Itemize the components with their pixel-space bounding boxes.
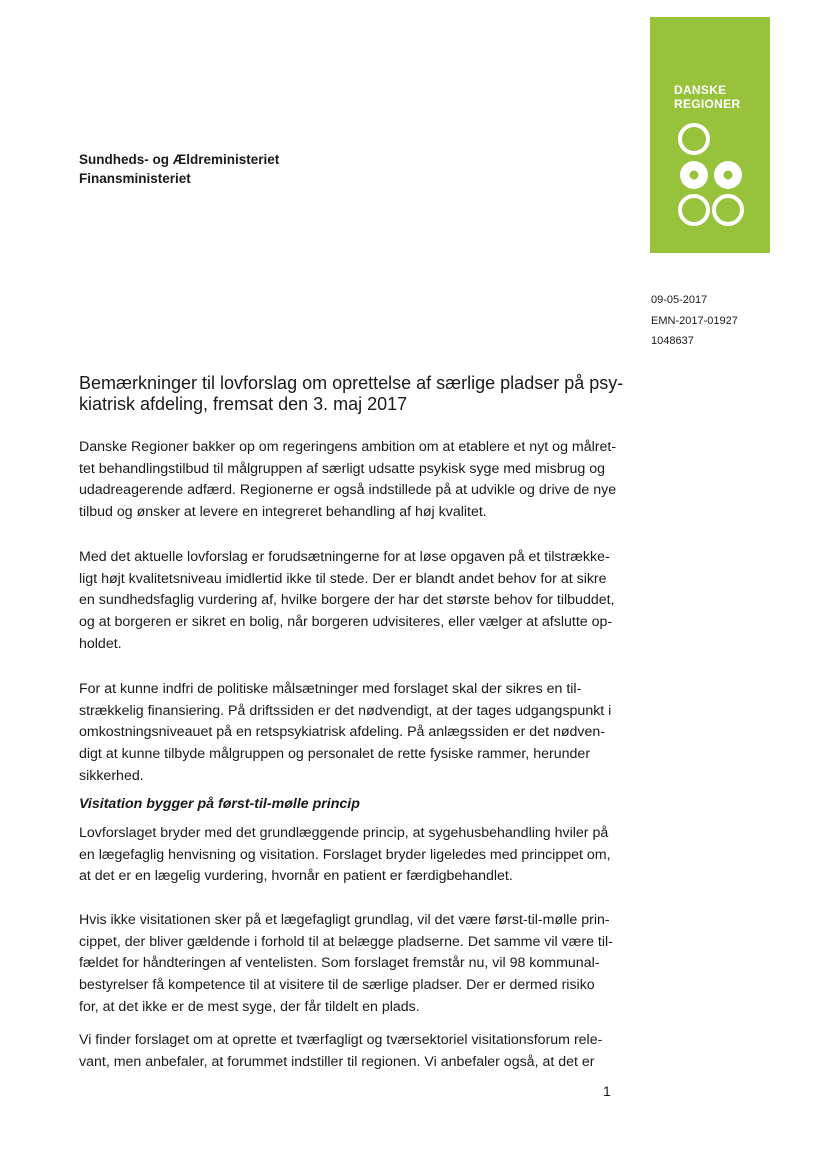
text-line: Hvis ikke visitationen sker på et lægefagligt grundlag, vil det være først-til-mølle prin- (79, 912, 610, 928)
document-title (79, 373, 624, 415)
text-line: holdet. (79, 635, 122, 652)
text-line: sikkerhed. (79, 767, 144, 784)
document-number: 1048637 (651, 335, 694, 347)
text-line: tet behandlingstilbud til målgruppen af særligt udsatte psykisk syge med misbrug og (79, 460, 606, 477)
logo-circles-icon (650, 17, 770, 253)
paragraph-6 (79, 1030, 619, 1073)
text-line: Med det aktuelle lovforslag er forudsætningerne for at løse opgaven på et tilstrække- (79, 549, 610, 565)
text-line: vant, men anbefaler, at forummet indstiller til regionen. Vi anbefaler også, at det er (79, 1053, 595, 1070)
text-line: bestyrelser få kompetence til at visitere til de særlige pladser. Der er dermed risiko (79, 977, 595, 994)
text-line: for, at det ikke er de mest syge, der får tildelt en plads. (79, 998, 420, 1015)
text-line: Vi finder forslaget om at oprette et tværfagligt og tværsektoriel visitationsforum rele- (79, 1032, 603, 1048)
text-line: tilbud og ønsker at levere en integreret behandling af høj kvalitet. (79, 504, 487, 521)
recipient-2: Finansministeriet (79, 171, 191, 186)
text-line: omkostningsniveauet på en retspsykiatrisk afdeling. På anlægssiden er det nødven- (79, 724, 606, 741)
paragraph-1 (79, 437, 619, 524)
text-line: en sundhedsfaglig vurdering af, hvilke borgere der har det største behov for tilbuddet, (79, 592, 615, 609)
title-line: kiatrisk afdeling, fremsat den 3. maj 2017 (79, 394, 408, 414)
text-line: at det er en lægelig vurdering, hvornår en patient er færdigbehandlet. (79, 868, 513, 885)
text-line: digt at kunne tilbyde målgruppen og personalet de rette fysiske rammer, herunder (79, 746, 591, 763)
document-meta (651, 290, 738, 352)
paragraph-5 (79, 910, 619, 1019)
title-line: Bemærkninger til lovforslag om oprettelse af særlige pladser på psy- (79, 373, 624, 393)
text-line: Lovforslaget bryder med det grundlæggende princip, at sygehusbehandling hviler på (79, 825, 609, 841)
recipient-1: Sundheds- og Ældreministeriet (79, 152, 280, 167)
text-line: Danske Regioner bakker op om regeringens ambition om at etablere et nyt og målret- (79, 439, 617, 455)
text-line: og at borgeren er sikret en bolig, når borgeren udvisiteres, eller vælger at afslutte op- (79, 614, 613, 631)
danske-regioner-logo (650, 17, 770, 253)
logo-line-1: DANSKE (674, 83, 727, 97)
section-subheading: Visitation bygger på først-til-mølle princip (79, 796, 360, 812)
text-line: ligt højt kvalitetsniveau imidlertid ikke til stede. Der er blandt andet behov for at sikre (79, 570, 607, 587)
paragraph-4 (79, 823, 619, 888)
text-line: en lægefaglig henvisning og visitation. Forslaget bryder ligeledes med princippet om, (79, 846, 611, 863)
recipient-block (79, 150, 279, 188)
text-line: cippet, der bliver gældende i forhold til at belægge pladserne. Det samme vil være til- (79, 933, 613, 950)
text-line: strækkelig finansiering. På driftssiden er det nødvendigt, at der tages udgangspunkt i (79, 702, 612, 719)
text-line: udadreagerende adfærd. Regionerne er også indstillede på at udvikle og drive de nye (79, 482, 617, 499)
logo-line-2: REGIONER (674, 97, 741, 111)
paragraph-3 (79, 679, 619, 788)
paragraph-2 (79, 547, 619, 656)
text-line: For at kunne indfri de politiske målsætninger med forslaget skal der sikres en til- (79, 681, 582, 697)
text-line: fældet for håndteringen af ventelisten. Som forslaget fremstår nu, vil 98 kommunal- (79, 955, 600, 972)
page-number: 1 (603, 1083, 611, 1099)
document-date: 09-05-2017 (651, 294, 708, 306)
case-number: EMN-2017-01927 (651, 314, 738, 327)
